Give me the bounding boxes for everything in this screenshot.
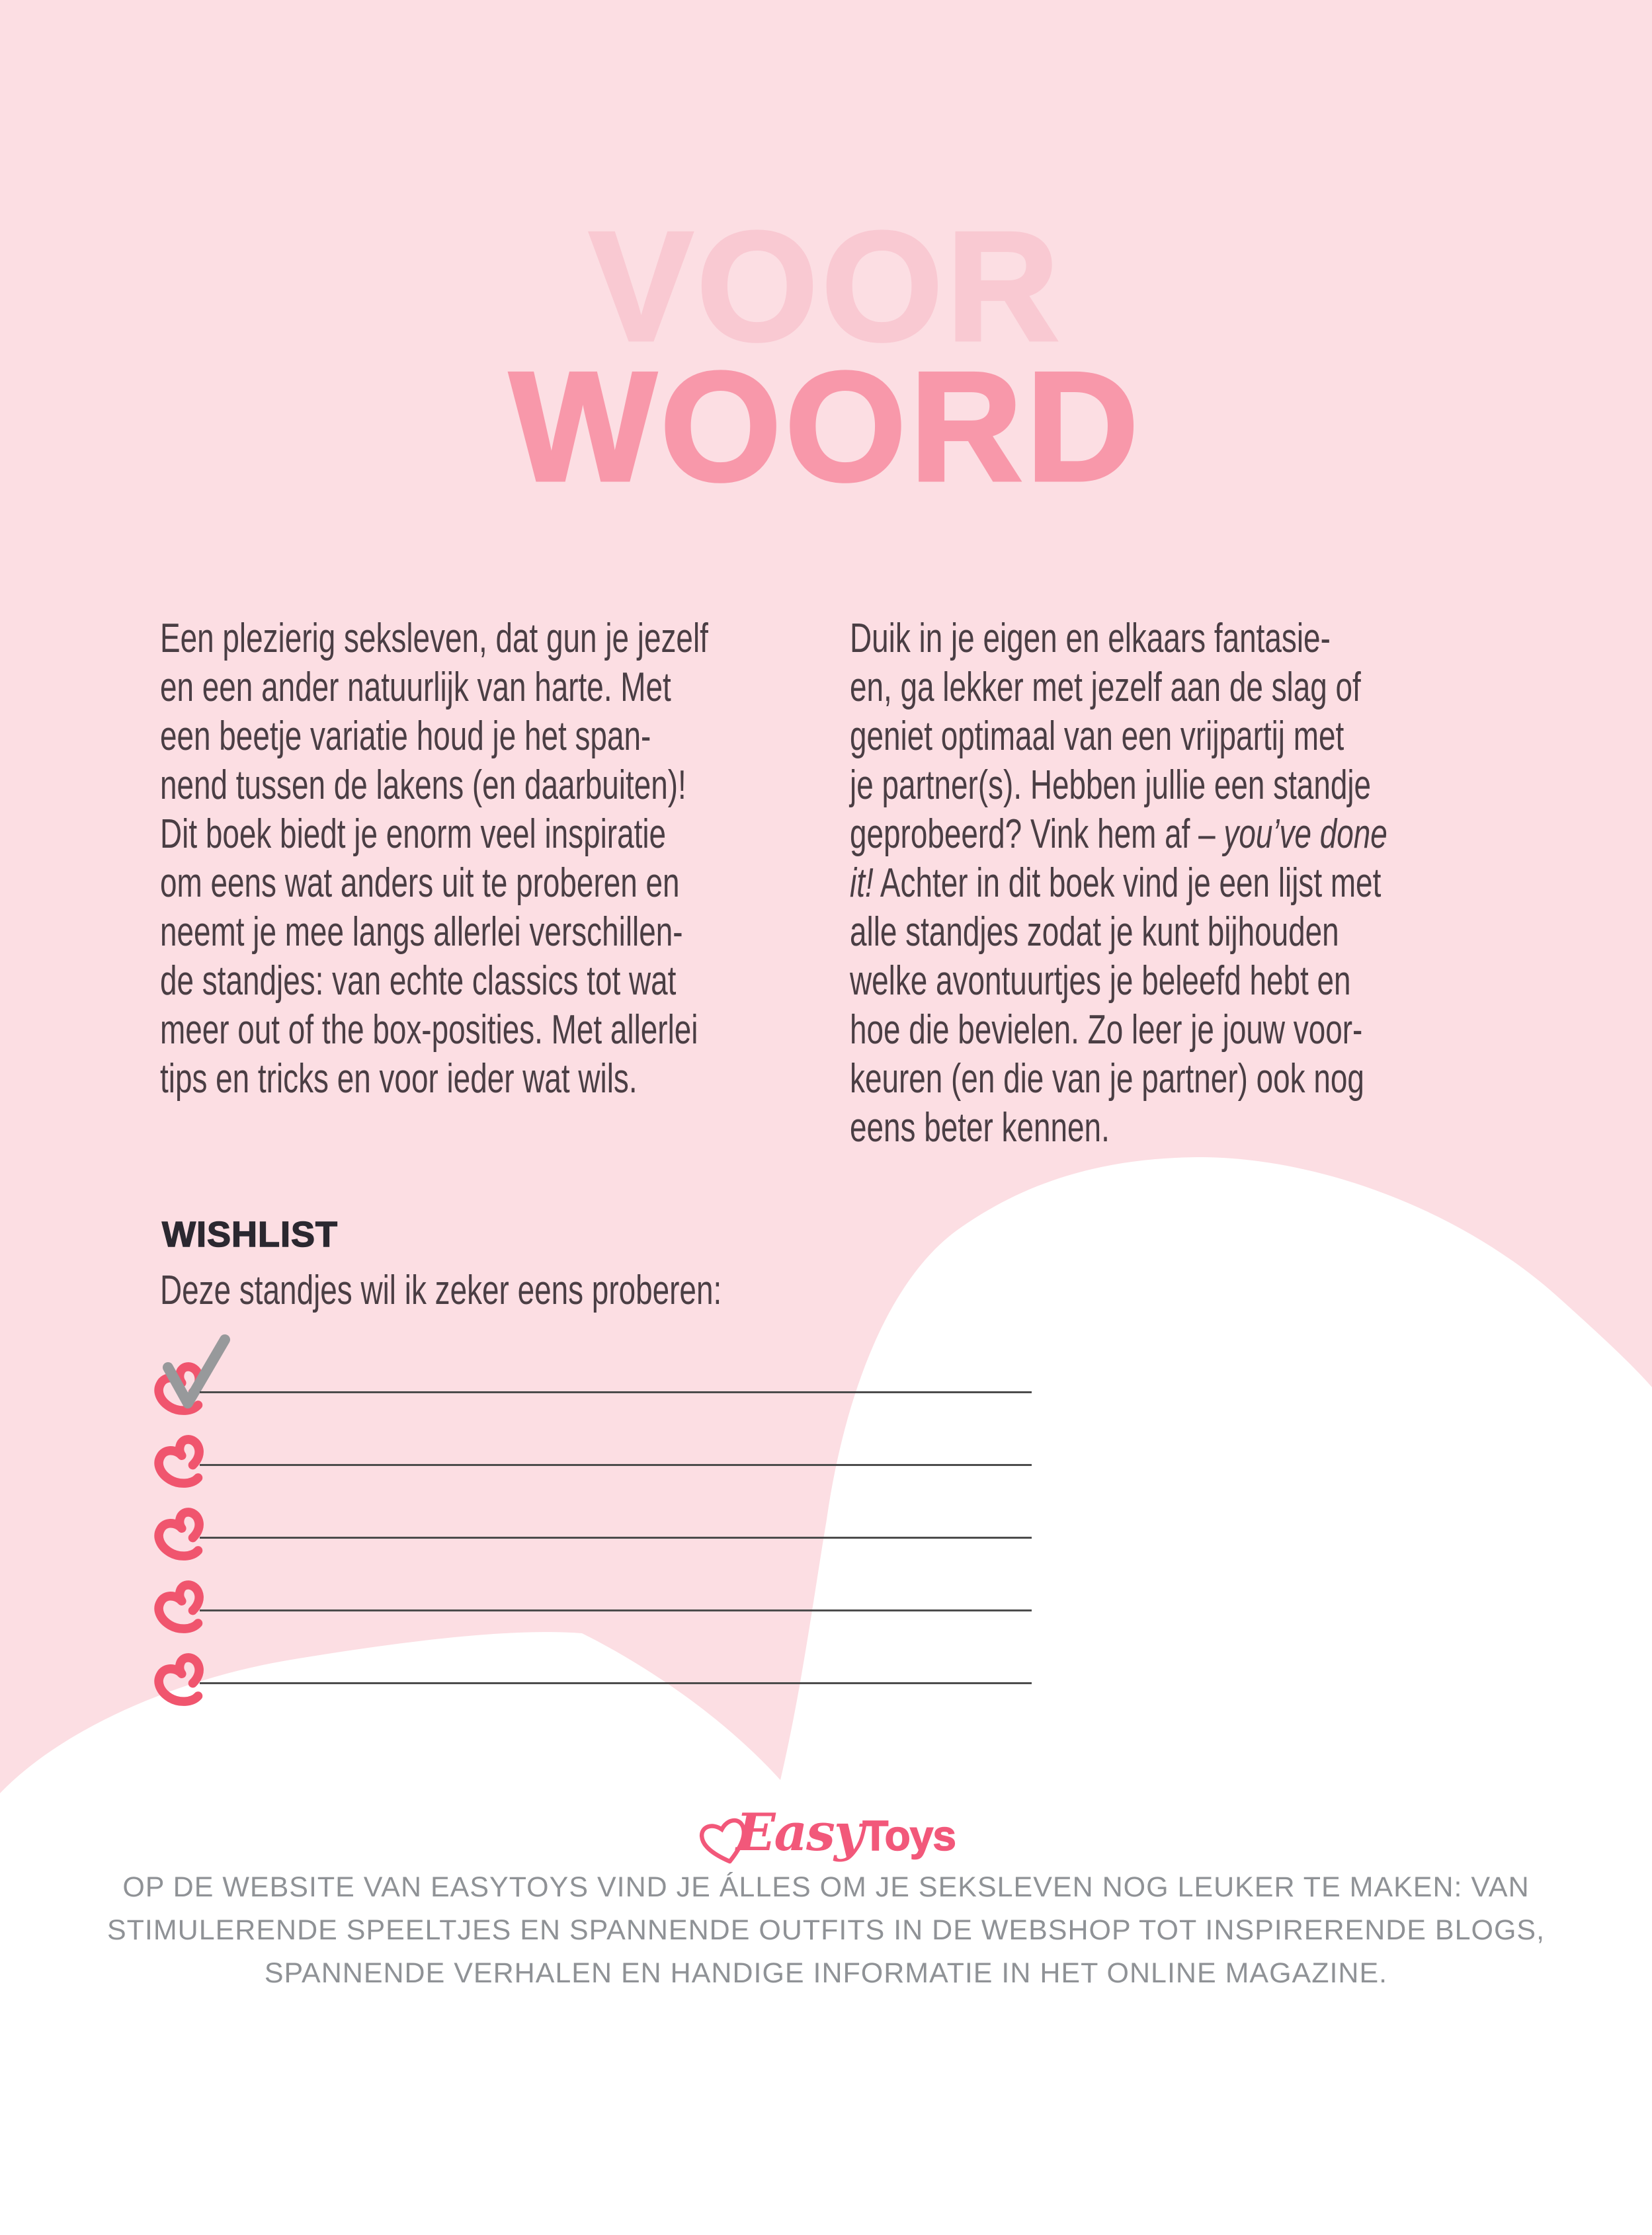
intro-left-column	[160, 614, 786, 1104]
page-title-woord: WOORD	[509, 339, 1143, 513]
body-line: meer out of the box-posities. Met allerlei	[160, 1007, 698, 1053]
wishlist-heading: WISHLIST	[162, 1215, 338, 1254]
body-line: eens beter kennen.	[850, 1105, 1110, 1151]
intro-right-column	[850, 614, 1476, 1153]
body-line: welke avontuurtjes je beleefd hebt en	[850, 958, 1351, 1004]
wishlist-line	[200, 1682, 1032, 1684]
wishlist-line	[200, 1464, 1032, 1466]
body-line: een beetje variatie houd je het span-	[160, 713, 651, 759]
body-line: keuren (en die van je partner) ook nog	[850, 1056, 1364, 1102]
footer-line: OP DE WEBSITE VAN EASYTOYS VIND JE ÁLLES OM JE SEKSLEVEN NOG LEUKER TE MAKEN: VAN	[122, 1871, 1530, 1903]
body-line: Een plezierig seksleven, dat gun je jezelf	[160, 616, 708, 661]
body-line: Dit boek biedt je enorm veel inspiratie	[160, 811, 667, 857]
page-title-voor: VOOR	[589, 199, 1063, 373]
check-icon	[163, 1332, 231, 1410]
body-line: nend tussen de lakens (en daarbuiten)!	[160, 762, 686, 808]
wishlist-line	[200, 1391, 1032, 1393]
wishlist	[147, 1330, 1036, 1694]
body-line: alle standjes zodat je kunt bijhouden	[850, 909, 1339, 955]
body-line: Duik in je eigen en elkaars fantasie-	[850, 616, 1331, 661]
body-line: it! Achter in dit boek vind je een lijst met	[850, 860, 1382, 906]
body-line: je partner(s). Hebben jullie een standje	[850, 762, 1372, 808]
body-line: hoe die bevielen. Zo leer je jouw voor-	[850, 1007, 1363, 1053]
wishlist-line	[200, 1537, 1032, 1539]
wishlist-row	[147, 1549, 1036, 1621]
body-line: en, ga lekker met jezelf aan de slag of	[850, 665, 1361, 710]
footer-text	[0, 1866, 1652, 1995]
body-line: geprobeerd? Vink hem af – you’ve done	[850, 811, 1387, 857]
logo-easy-text: Easy	[736, 1803, 863, 1863]
wishlist-line	[200, 1609, 1032, 1611]
wishlist-row	[147, 1330, 1036, 1403]
body-line: en een ander natuurlijk van harte. Met	[160, 665, 671, 710]
body-line: de standjes: van echte classics tot wat	[160, 958, 677, 1004]
heart-bullet-icon	[151, 1648, 217, 1714]
logo-toys-text: Toys	[862, 1812, 956, 1859]
body-line: geniet optimaal van een vrijpartij met	[850, 713, 1344, 759]
wishlist-subtitle: Deze standjes wil ik zeker eens proberen:	[160, 1268, 722, 1313]
wishlist-row	[147, 1476, 1036, 1549]
footer-line: STIMULERENDE SPEELTJES EN SPANNENDE OUTFITS IN DE WEBSHOP TOT INSPIRERENDE BLOGS,	[106, 1914, 1546, 1946]
wishlist-row	[147, 1621, 1036, 1694]
wishlist-row	[147, 1403, 1036, 1476]
body-line: neemt je mee langs allerlei verschillen-	[160, 909, 683, 955]
easytoys-logo	[0, 1793, 1652, 1863]
footer-line: SPANNENDE VERHALEN EN HANDIGE INFORMATIE IN HET ONLINE MAGAZINE.	[264, 1957, 1388, 1989]
body-line: om eens wat anders uit te proberen en	[160, 860, 680, 906]
body-line: tips en tricks en voor ieder wat wils.	[160, 1056, 638, 1102]
